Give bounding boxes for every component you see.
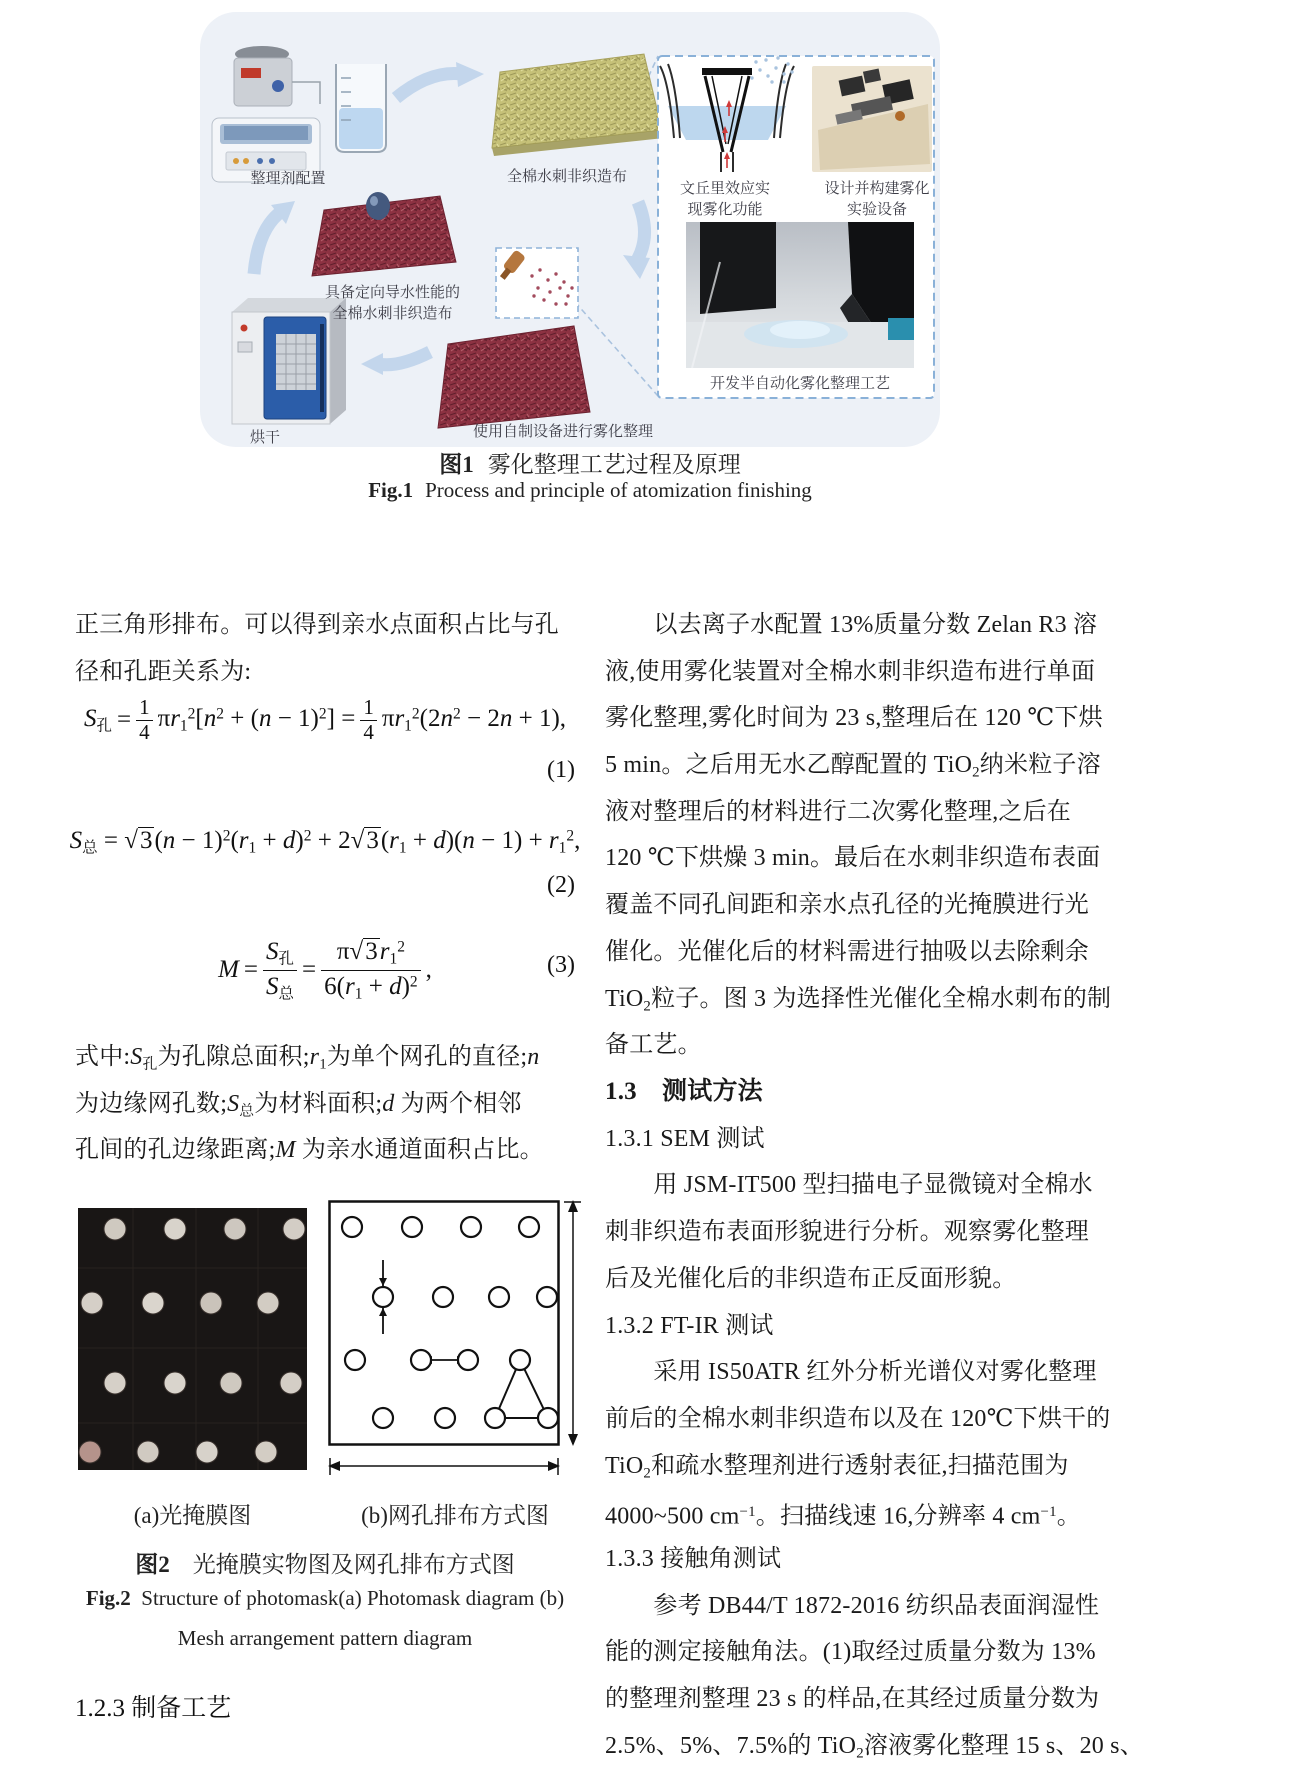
text-line: 雾化整理,雾化时间为 23 s,整理后在 120 ℃下烘	[605, 705, 1103, 732]
label-spray: 使用自制设备进行雾化整理	[472, 423, 653, 440]
figure1-caption-zh-label: 图1	[439, 452, 474, 477]
text-line: 的整理剂整理 23 s 的样品,在其经过质量分数为	[605, 1686, 1100, 1713]
fraction-s: $\frac{S_孔}{S_总}$	[263, 936, 297, 1003]
label-dry: 烘干	[249, 429, 280, 446]
heading-1-3-1: 1.3.1 SEM 测试	[605, 1125, 765, 1152]
atomization-spray-zone	[496, 248, 578, 318]
cotton-spunlace-fabric	[492, 54, 664, 156]
label-venturi: 文丘里效应实 现雾化功能	[679, 180, 770, 218]
label-directional: 具备定向导水性能的 全棉水刺非织造布	[324, 284, 460, 322]
label-prep: 整理剂配置	[250, 170, 326, 187]
text-line: 催化。光催化后的材料需进行抽吸以去除剩余	[605, 938, 1089, 965]
text-line: 4000~500 $cm^{-1}$。扫描线速 16,分辨率 4 $cm^{-1}$。	[605, 1503, 1081, 1530]
beaker	[336, 64, 386, 152]
text-line: 能的测定接触角法。(1)取经过质量分数为 13%	[605, 1639, 1096, 1666]
text-line: TiO$_2$和疏水整理剂进行透射表征,扫描范围为	[605, 1452, 1069, 1482]
text-line: 正三角形排布。可以得到亲水点面积占比与孔	[75, 612, 559, 638]
equation-2: $S_总 = √3(n - 1)^2(r_1 + d)^2 + 2√3(r_1 + d)(n - 1) + r_1^2$,	[69, 826, 581, 857]
figure1-process-diagram	[200, 12, 940, 447]
figure2a-photomask-photo	[78, 1208, 307, 1470]
label-design: 设计并构建雾化 实验设备	[824, 180, 930, 218]
right-paragraph-1	[605, 602, 1112, 1069]
figure2a-caption: (a)光掩膜图	[133, 1503, 252, 1528]
semiautomatic-machine-photo	[686, 222, 914, 368]
heading-1-3: 1.3 测试方法	[605, 1078, 763, 1105]
text-line: 采用 IS50ATR 红外分析光谱仪对雾化整理	[605, 1359, 1097, 1386]
text-line: 刺非织造布表面形貌进行分析。观察雾化整理	[605, 1219, 1089, 1246]
equation-3-number: (3)	[547, 952, 575, 978]
text-line: 后及光催化后的非织造布正反面形貌。	[605, 1265, 1017, 1292]
figure1-caption-en-label: Fig.1	[368, 478, 414, 502]
paragraph-contact-angle	[605, 1583, 1144, 1770]
text-line: 径和孔距关系为:	[75, 658, 252, 685]
text-line: 式中$:S_孔$为孔隙总面积$;r_1$为单个网孔的直径;n	[75, 1044, 540, 1073]
figure2b-mesh-diagram	[328, 1200, 583, 1485]
paragraph-ftir	[605, 1349, 1111, 1536]
text-line: 覆盖不同孔间距和亲水点孔径的光掩膜进行光	[605, 892, 1089, 919]
heading-1-3-3: 1.3.3 接触角测试	[605, 1546, 782, 1572]
label-develop: 开发半自动化雾化整理工艺	[709, 375, 890, 392]
text-line: 5 min。之后用无水乙醇配置的 TiO$_2$纳米粒子溶	[605, 752, 1101, 781]
fraction-one-quarter: $\frac{1}{4}$	[360, 696, 377, 744]
text-line: 参考 DB44/T 1872-2016 纺织品表面润湿性	[605, 1592, 1100, 1619]
text-line: 为边缘网孔数$;S_总$为材料面积;d 为两个相邻	[75, 1090, 522, 1120]
text-line: 用 JSM-IT500 型扫描电子显微镜对全棉水	[605, 1172, 1093, 1199]
equation-3: M = $\frac{S_孔}{S_总}$ = $\frac{\pi√3r_1^2}{6(r_1 + d)^2}$ ,	[218, 938, 432, 1003]
fraction-pi: $\frac{\pi√3r_1^2}{6(r_1 + d)^2}$	[321, 936, 421, 1003]
text-line: 以去离子水配置 13%质量分数 Zelan R3 溶	[605, 612, 1098, 638]
equation-1: $S_孔$ = $\frac{1}{4}$ $\pi r_1^2[n^2 + (n - 1)^2]$ = $\frac{1}{4}$ $\pi r_1^2(2n^2 - 2n + 1)$,	[83, 694, 567, 744]
figure2-caption-en-line1: Fig.2 Structure of photomask(a) Photomask diagram (b)	[85, 1586, 565, 1610]
text-line: 备工艺。	[605, 1032, 702, 1059]
figure2-caption-en-line2: Mesh arrangement pattern diagram	[177, 1626, 473, 1650]
left-intro-paragraph	[75, 602, 575, 695]
equation-2-number: (2)	[547, 872, 575, 898]
figure2-caption-zh: 图2 光掩膜实物图及网孔排布方式图	[135, 1552, 515, 1577]
figure1-caption-zh: 图1 雾化整理工艺过程及原理	[439, 452, 741, 477]
paragraph-sem	[605, 1162, 1105, 1302]
text-line: TiO$_2$粒子。图 3 为选择性光催化全棉水刺布的制	[605, 985, 1112, 1014]
text-line: 前后的全棉水刺非织造布以及在 120℃下烘干的	[605, 1405, 1111, 1432]
section-heading-123: 1.2.3 制备工艺	[75, 1695, 232, 1722]
figure2b-caption: (b)网孔排布方式图	[361, 1503, 549, 1528]
fraction-one-quarter: $\frac{1}{4}$	[136, 696, 153, 744]
text-line: 120 ℃下烘燥 3 min。最后在水刺非织造布表面	[605, 845, 1101, 872]
text-line: 2.5%、5%、7.5%的 TiO$_2$溶液雾化整理 15 s、20 s、	[605, 1732, 1144, 1762]
heading-1-3-2: 1.3.2 FT-IR 测试	[605, 1312, 774, 1339]
text-line: 液,使用雾化装置对全棉水刺非织造布进行单面	[605, 658, 1096, 685]
text-line: 液对整理后的材料进行二次雾化整理,之后在	[605, 798, 1071, 825]
atomization-equipment-photo	[812, 66, 932, 172]
equation-1-number: (1)	[547, 757, 575, 783]
label-fabric: 全棉水刺非织造布	[506, 168, 627, 185]
text-line: 孔间的孔边缘距离;M 为亲水通道面积占比。	[75, 1137, 544, 1164]
figure1-caption-en: Fig.1 Process and principle of atomization finishing	[368, 478, 812, 502]
where-clause-paragraph	[75, 1034, 575, 1174]
